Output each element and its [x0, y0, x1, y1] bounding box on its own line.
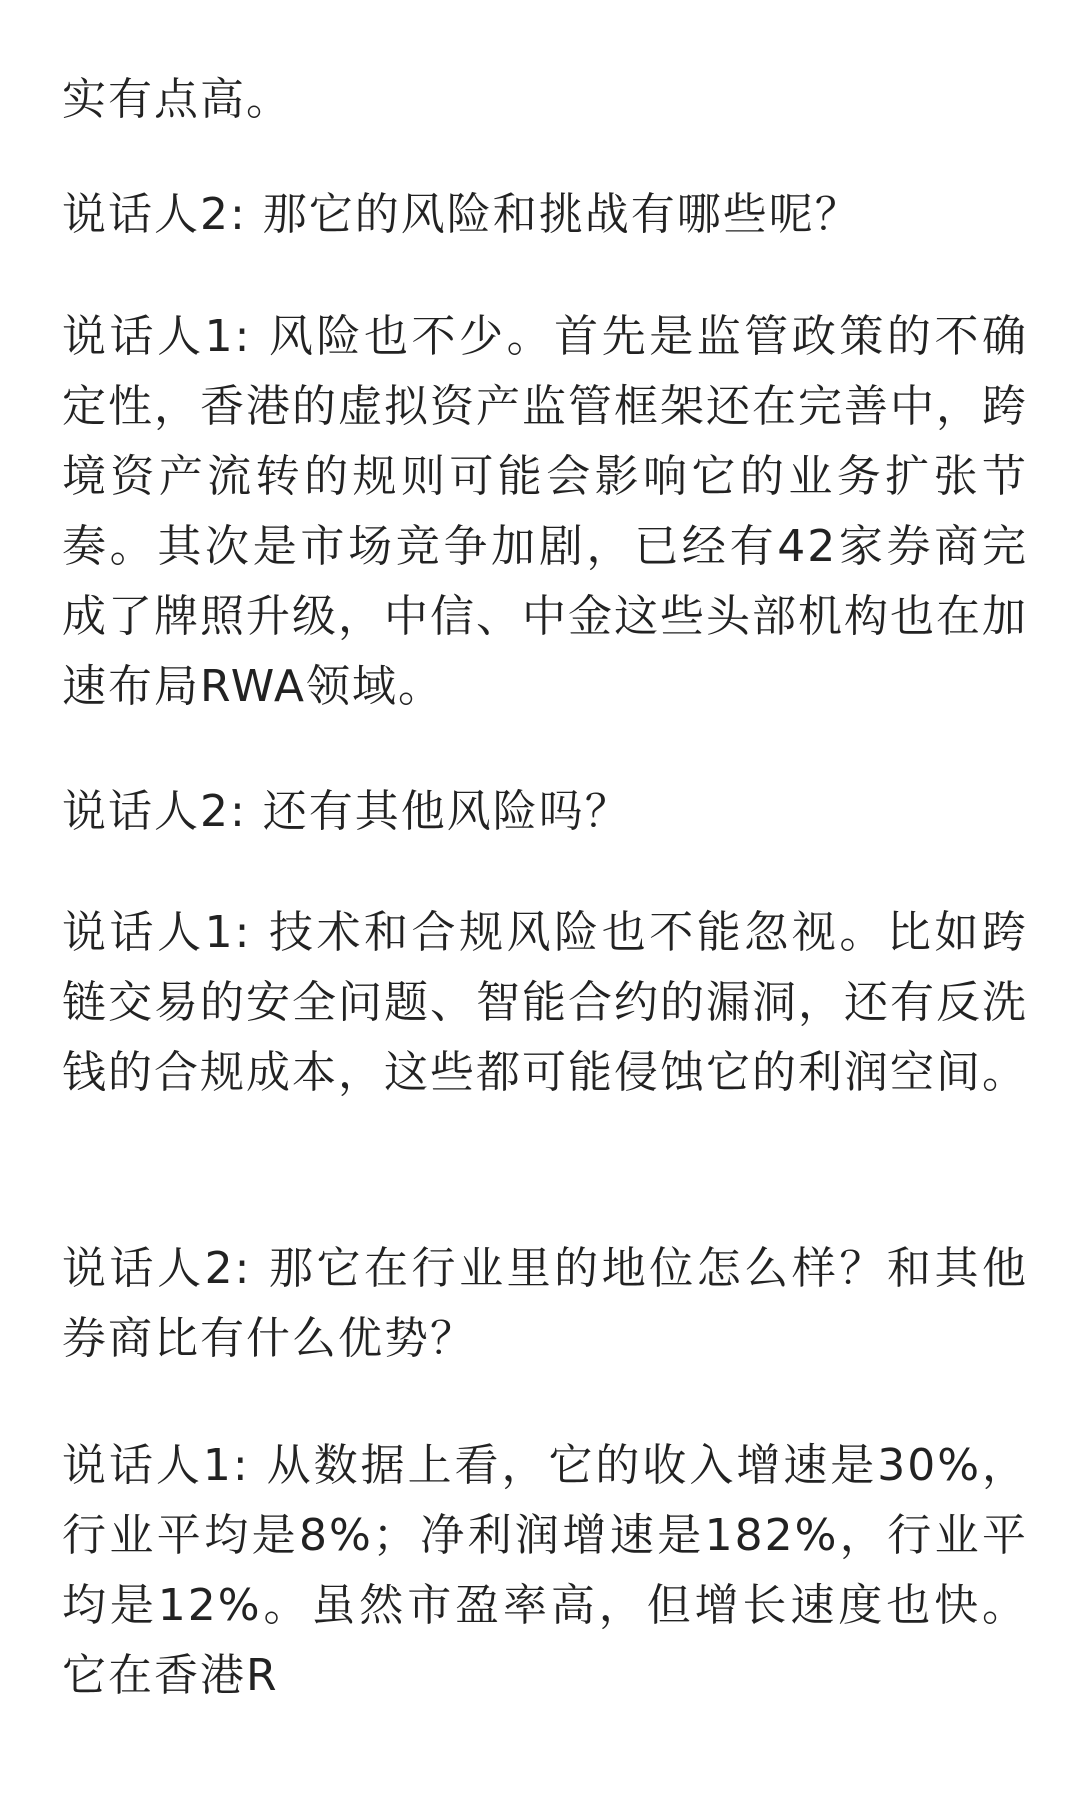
- paragraph-5: 说话人1: 技术和合规风险也不能忽视。比如跨链交易的安全问题、智能合约的漏洞，还有反洗钱的合规成本，这些都可能侵蚀它的利润空间。: [62, 907, 1028, 1098]
- paragraph-3: 说话人1: 风险也不少。首先是监管政策的不确定性，香港的虚拟资产监管框架还在完善中，跨境资产流转的规则可能会影响它的业务扩张节奏。其次是市场竞争加剧，已经有42家券商完成了牌照升级，中信、中金这些头部机构也在加速布局RWA领域。: [62, 311, 1028, 712]
- paragraph-4: 说话人2: 还有其他风险吗？: [62, 786, 631, 837]
- paragraph-1: 实有点高。: [62, 74, 292, 125]
- paragraph-7: 说话人1: 从数据上看，它的收入增速是30%，行业平均是8%；净利润增速是182%，行业平均是12%。虽然市盈率高，但增长速度也快。它在香港R: [62, 1440, 1028, 1701]
- paragraph-2: 说话人2: 那它的风险和挑战有哪些呢？: [62, 189, 861, 240]
- paragraph-6: 说话人2: 那它在行业里的地位怎么样？和其他券商比有什么优势？: [62, 1243, 1028, 1364]
